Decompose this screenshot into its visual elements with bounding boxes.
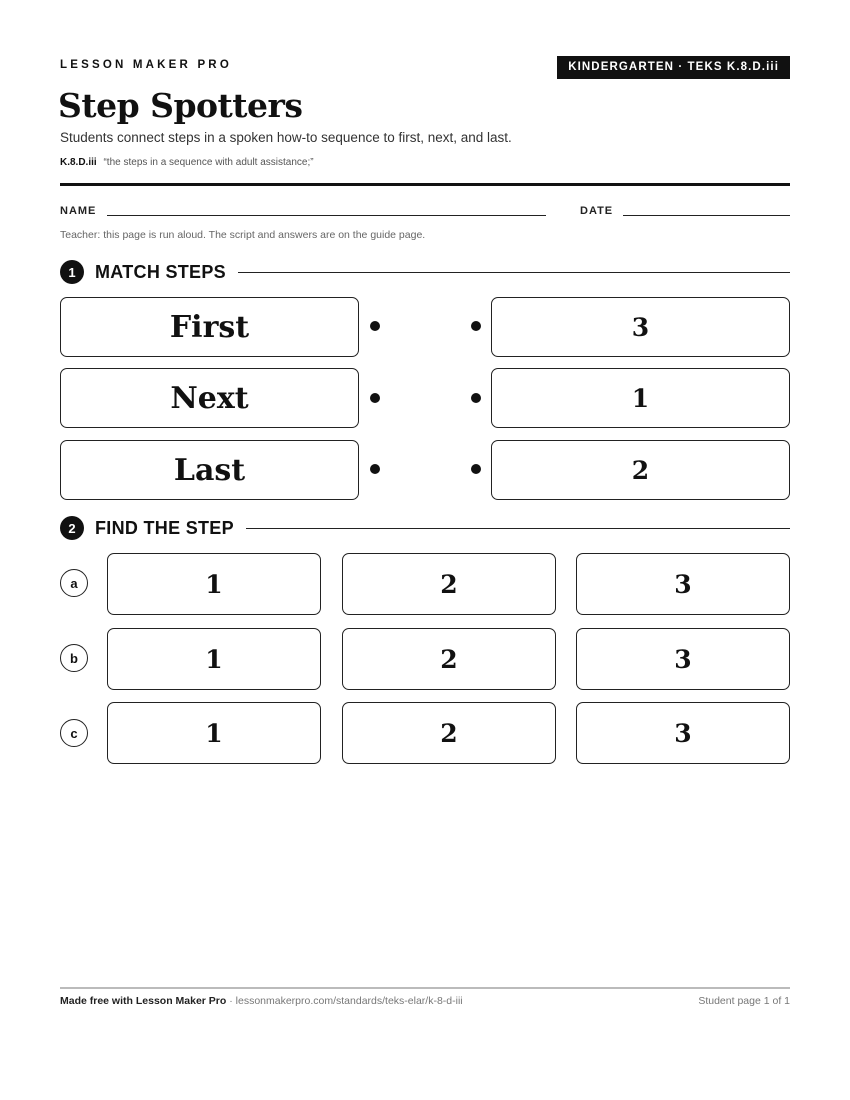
choice-card[interactable]: 1 [107, 553, 321, 615]
section-number: 1 [60, 260, 84, 284]
connector-dot[interactable] [370, 464, 380, 474]
page-subtitle: Students connect steps in a spoken how-to sequence to first, next, and last. [60, 130, 512, 145]
footer-credit [60, 995, 463, 1007]
section-title: FIND THE STEP [95, 517, 234, 538]
section-rule [238, 272, 790, 273]
choice-card[interactable]: 1 [107, 702, 321, 764]
match-card-number[interactable]: 1 [491, 368, 790, 428]
footer-divider [60, 987, 790, 989]
match-card-next[interactable]: Next [60, 368, 359, 428]
brand-name: LESSON MAKER PRO [60, 59, 232, 71]
choice-card[interactable]: 3 [576, 702, 790, 764]
match-card-number[interactable]: 2 [491, 440, 790, 500]
page-indicator: Student page 1 of 1 [698, 995, 790, 1007]
date-label: DATE [580, 205, 614, 217]
standard-code: K.8.D.iii [60, 157, 97, 168]
section-number: 2 [60, 516, 84, 540]
choice-card[interactable]: 3 [576, 628, 790, 690]
row-letter: a [60, 569, 88, 597]
grade-badge: KINDERGARTEN · TEKS K.8.D.iii [557, 56, 790, 79]
footer-url[interactable]: · lessonmakerpro.com/standards/teks-elar/k-8-d-iii [226, 995, 463, 1007]
match-card-first[interactable]: First [60, 297, 359, 357]
choice-card[interactable]: 2 [342, 702, 556, 764]
choice-card[interactable]: 3 [576, 553, 790, 615]
section-1-header [60, 260, 790, 284]
match-card-number[interactable]: 3 [491, 297, 790, 357]
choice-card[interactable]: 2 [342, 628, 556, 690]
row-letter: c [60, 719, 88, 747]
connector-dot[interactable] [370, 393, 380, 403]
row-letter: b [60, 644, 88, 672]
teacher-note: Teacher: this page is run aloud. The script and answers are on the guide page. [60, 229, 426, 241]
choice-card[interactable]: 1 [107, 628, 321, 690]
match-card-last[interactable]: Last [60, 440, 359, 500]
footer-brand: Made free with Lesson Maker Pro [60, 995, 227, 1007]
section-title: MATCH STEPS [95, 261, 226, 282]
section-rule [246, 528, 790, 529]
page-title: Step Spotters [58, 86, 303, 125]
section-2-header [60, 516, 790, 540]
standard-quote: “the steps in a sequence with adult assistance;” [103, 157, 314, 168]
header-divider [60, 183, 790, 186]
standard-line [60, 157, 314, 168]
connector-dot[interactable] [471, 321, 481, 331]
name-label: NAME [60, 205, 97, 217]
connector-dot[interactable] [471, 393, 481, 403]
name-field[interactable] [107, 215, 546, 216]
connector-dot[interactable] [471, 464, 481, 474]
choice-card[interactable]: 2 [342, 553, 556, 615]
connector-dot[interactable] [370, 321, 380, 331]
date-field[interactable] [623, 215, 790, 216]
